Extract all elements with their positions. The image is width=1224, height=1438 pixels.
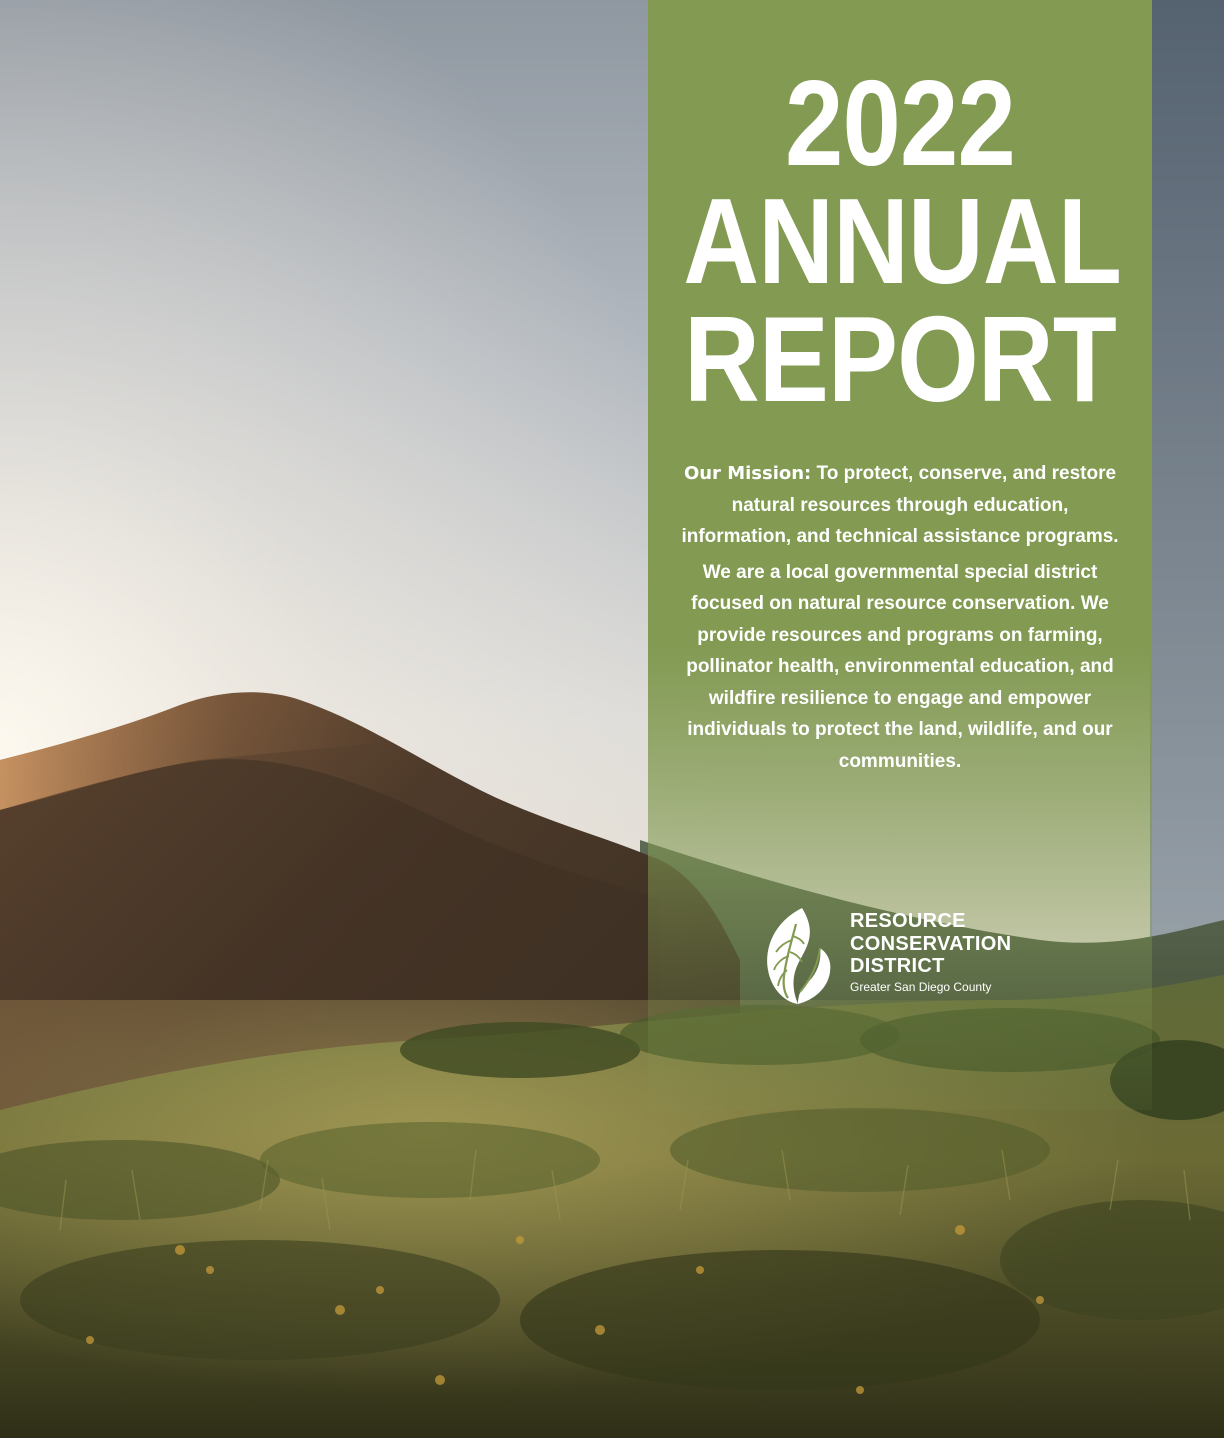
logo-wordmark	[850, 910, 1011, 995]
title-report: REPORT	[683, 291, 1117, 427]
logo-line-conservation: CONSERVATION	[850, 932, 1012, 955]
mission-label: Our Mission:	[683, 463, 812, 484]
title-year: 2022	[785, 55, 1015, 191]
logo-line-resource: RESOURCE	[850, 910, 966, 932]
title-annual: ANNUAL	[683, 173, 1122, 309]
mission-text: To protect, conserve, and restore natural resources through education, information, and technical assistance programs.	[681, 463, 1119, 547]
mission-block	[678, 458, 1122, 781]
mission-statement	[678, 458, 1122, 553]
report-title	[683, 55, 1122, 427]
leaf-logo-icon	[762, 906, 834, 1006]
about-statement: We are a local governmental special district focused on natural resource conservation. We provide resources and programs on farming, pollinator health, environmental education, and wildfire resilience to engage and empower individuals to protect the land, wildlife, and our communities.	[686, 561, 1114, 772]
logo-line-district: DISTRICT	[850, 955, 945, 977]
logo-subtitle: Greater San Diego County	[850, 979, 992, 994]
title-panel	[648, 0, 1152, 1110]
rcd-logo	[758, 906, 1058, 1006]
